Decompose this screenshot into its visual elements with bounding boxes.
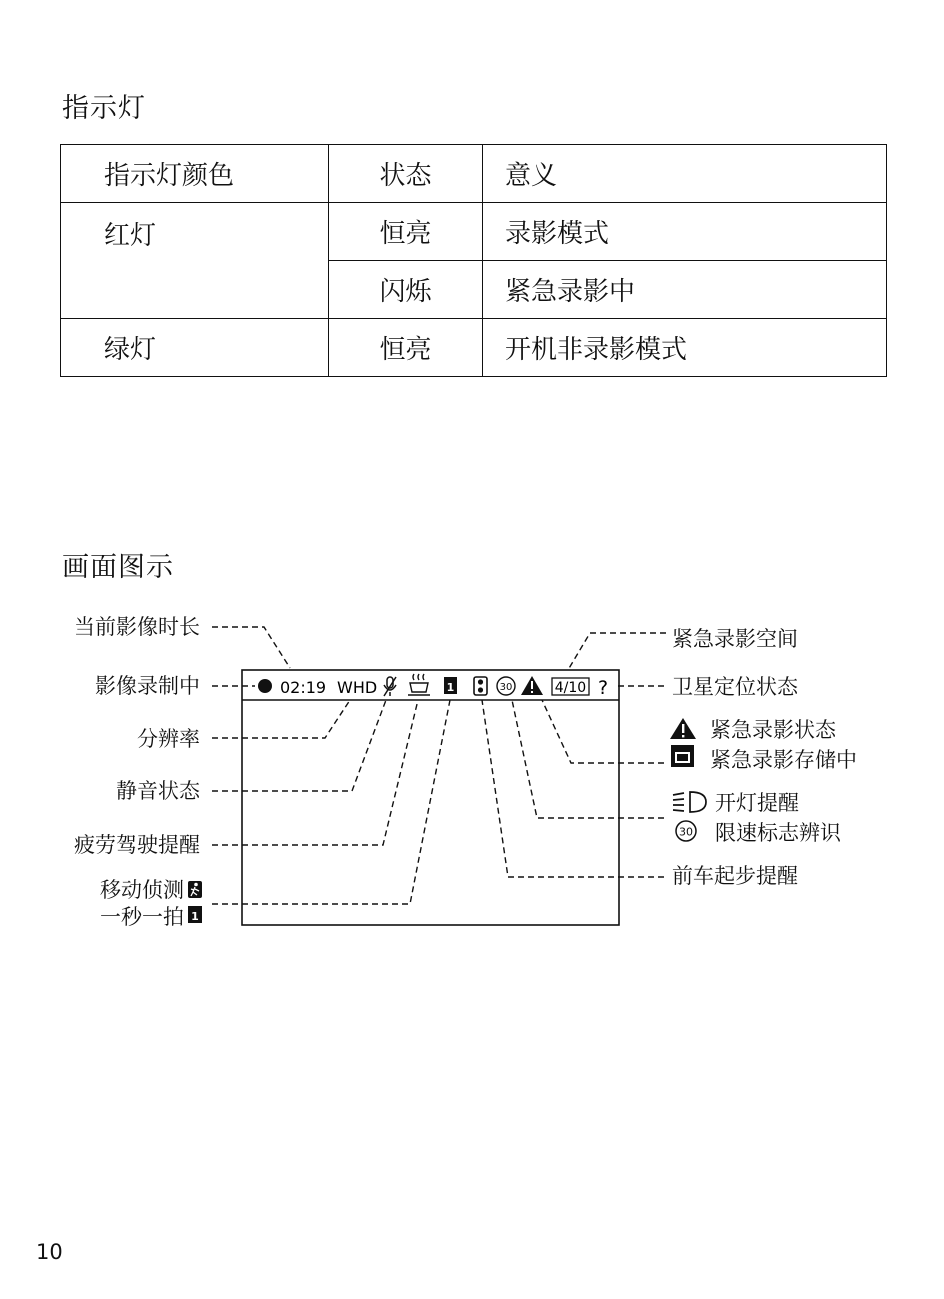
label-front-car-start: 前车起步提醒 [672, 864, 798, 888]
label-gps-status: 卫星定位状态 [672, 675, 798, 699]
label-emergency-storing: 紧急录影存储中 [710, 748, 857, 772]
leader-current-length [212, 627, 290, 668]
warning-triangle-icon [521, 676, 543, 695]
table-row [61, 319, 887, 377]
front-car-start-icon [474, 677, 487, 695]
leader-emergency-space [568, 633, 666, 670]
label-motion-detect: 移动侦测 [100, 878, 184, 902]
emergency-space-value: 4/10 [554, 680, 587, 696]
indicator-table [60, 144, 887, 377]
table-header-row [61, 145, 887, 203]
leader-front-car [482, 700, 664, 877]
svg-text:1: 1 [191, 910, 199, 923]
coffee-cup-icon [408, 674, 430, 695]
svg-text:1: 1 [446, 681, 455, 694]
table-cell-color: 绿灯 [61, 319, 329, 377]
label-emergency-status: 紧急录影状态 [710, 718, 836, 742]
warning-triangle-legend-icon [670, 718, 696, 739]
label-fatigue: 疲劳驾驶提醒 [74, 833, 200, 857]
screen-diagram [0, 600, 944, 940]
section-title-indicator: 指示灯 [62, 93, 146, 124]
page-number: 10 [36, 1240, 63, 1264]
table-cell-state: 恒亮 [329, 203, 483, 261]
label-mute: 静音状态 [116, 779, 200, 803]
table-cell-state: 恒亮 [329, 319, 483, 377]
leader-mute [212, 700, 386, 791]
table-header-color: 指示灯颜色 [61, 145, 329, 203]
section-title-screen: 画面图示 [62, 552, 174, 583]
gps-status-value: ? [597, 677, 609, 699]
screen-time: 02:19 [280, 678, 327, 697]
headlight-legend-icon [673, 792, 706, 812]
record-dot-icon [258, 679, 272, 693]
leader-resolution [212, 700, 350, 738]
label-one-per-second: 一秒一拍 [100, 905, 184, 929]
label-current-length: 当前影像时长 [74, 615, 200, 639]
leader-speed-sign [512, 700, 664, 818]
svg-text:30: 30 [679, 825, 693, 839]
table-row [61, 203, 887, 261]
table-cell-meaning: 紧急录影中 [483, 261, 887, 319]
leader-lines [212, 627, 666, 904]
label-recording: 影像录制中 [95, 674, 200, 698]
label-resolution: 分辨率 [137, 727, 200, 751]
table-cell-meaning: 开机非录影模式 [483, 319, 887, 377]
speed-limit-value: 30 [499, 682, 513, 693]
motion-detect-icon [188, 881, 202, 898]
speed-limit-legend-icon [676, 821, 696, 841]
mute-icon [384, 677, 396, 696]
leader-fatigue [212, 700, 418, 845]
table-cell-state: 闪烁 [329, 261, 483, 319]
screen-frame [242, 670, 619, 925]
table-cell-color: 红灯 [61, 203, 329, 319]
label-speed-sign: 限速标志辨识 [715, 821, 841, 845]
label-emergency-space: 紧急录影空间 [672, 627, 798, 651]
table-header-state: 状态 [329, 145, 483, 203]
leader-motion [212, 700, 450, 904]
storage-legend-icon [671, 745, 694, 767]
speed-limit-icon [497, 677, 515, 695]
table-header-meaning: 意义 [483, 145, 887, 203]
label-headlight: 开灯提醒 [715, 791, 799, 815]
one-per-second-legend-icon [188, 906, 202, 923]
one-per-second-icon [444, 677, 457, 694]
screen-resolution: WHD [337, 678, 378, 697]
table-cell-meaning: 录影模式 [483, 203, 887, 261]
leader-emergency-status [542, 700, 664, 763]
